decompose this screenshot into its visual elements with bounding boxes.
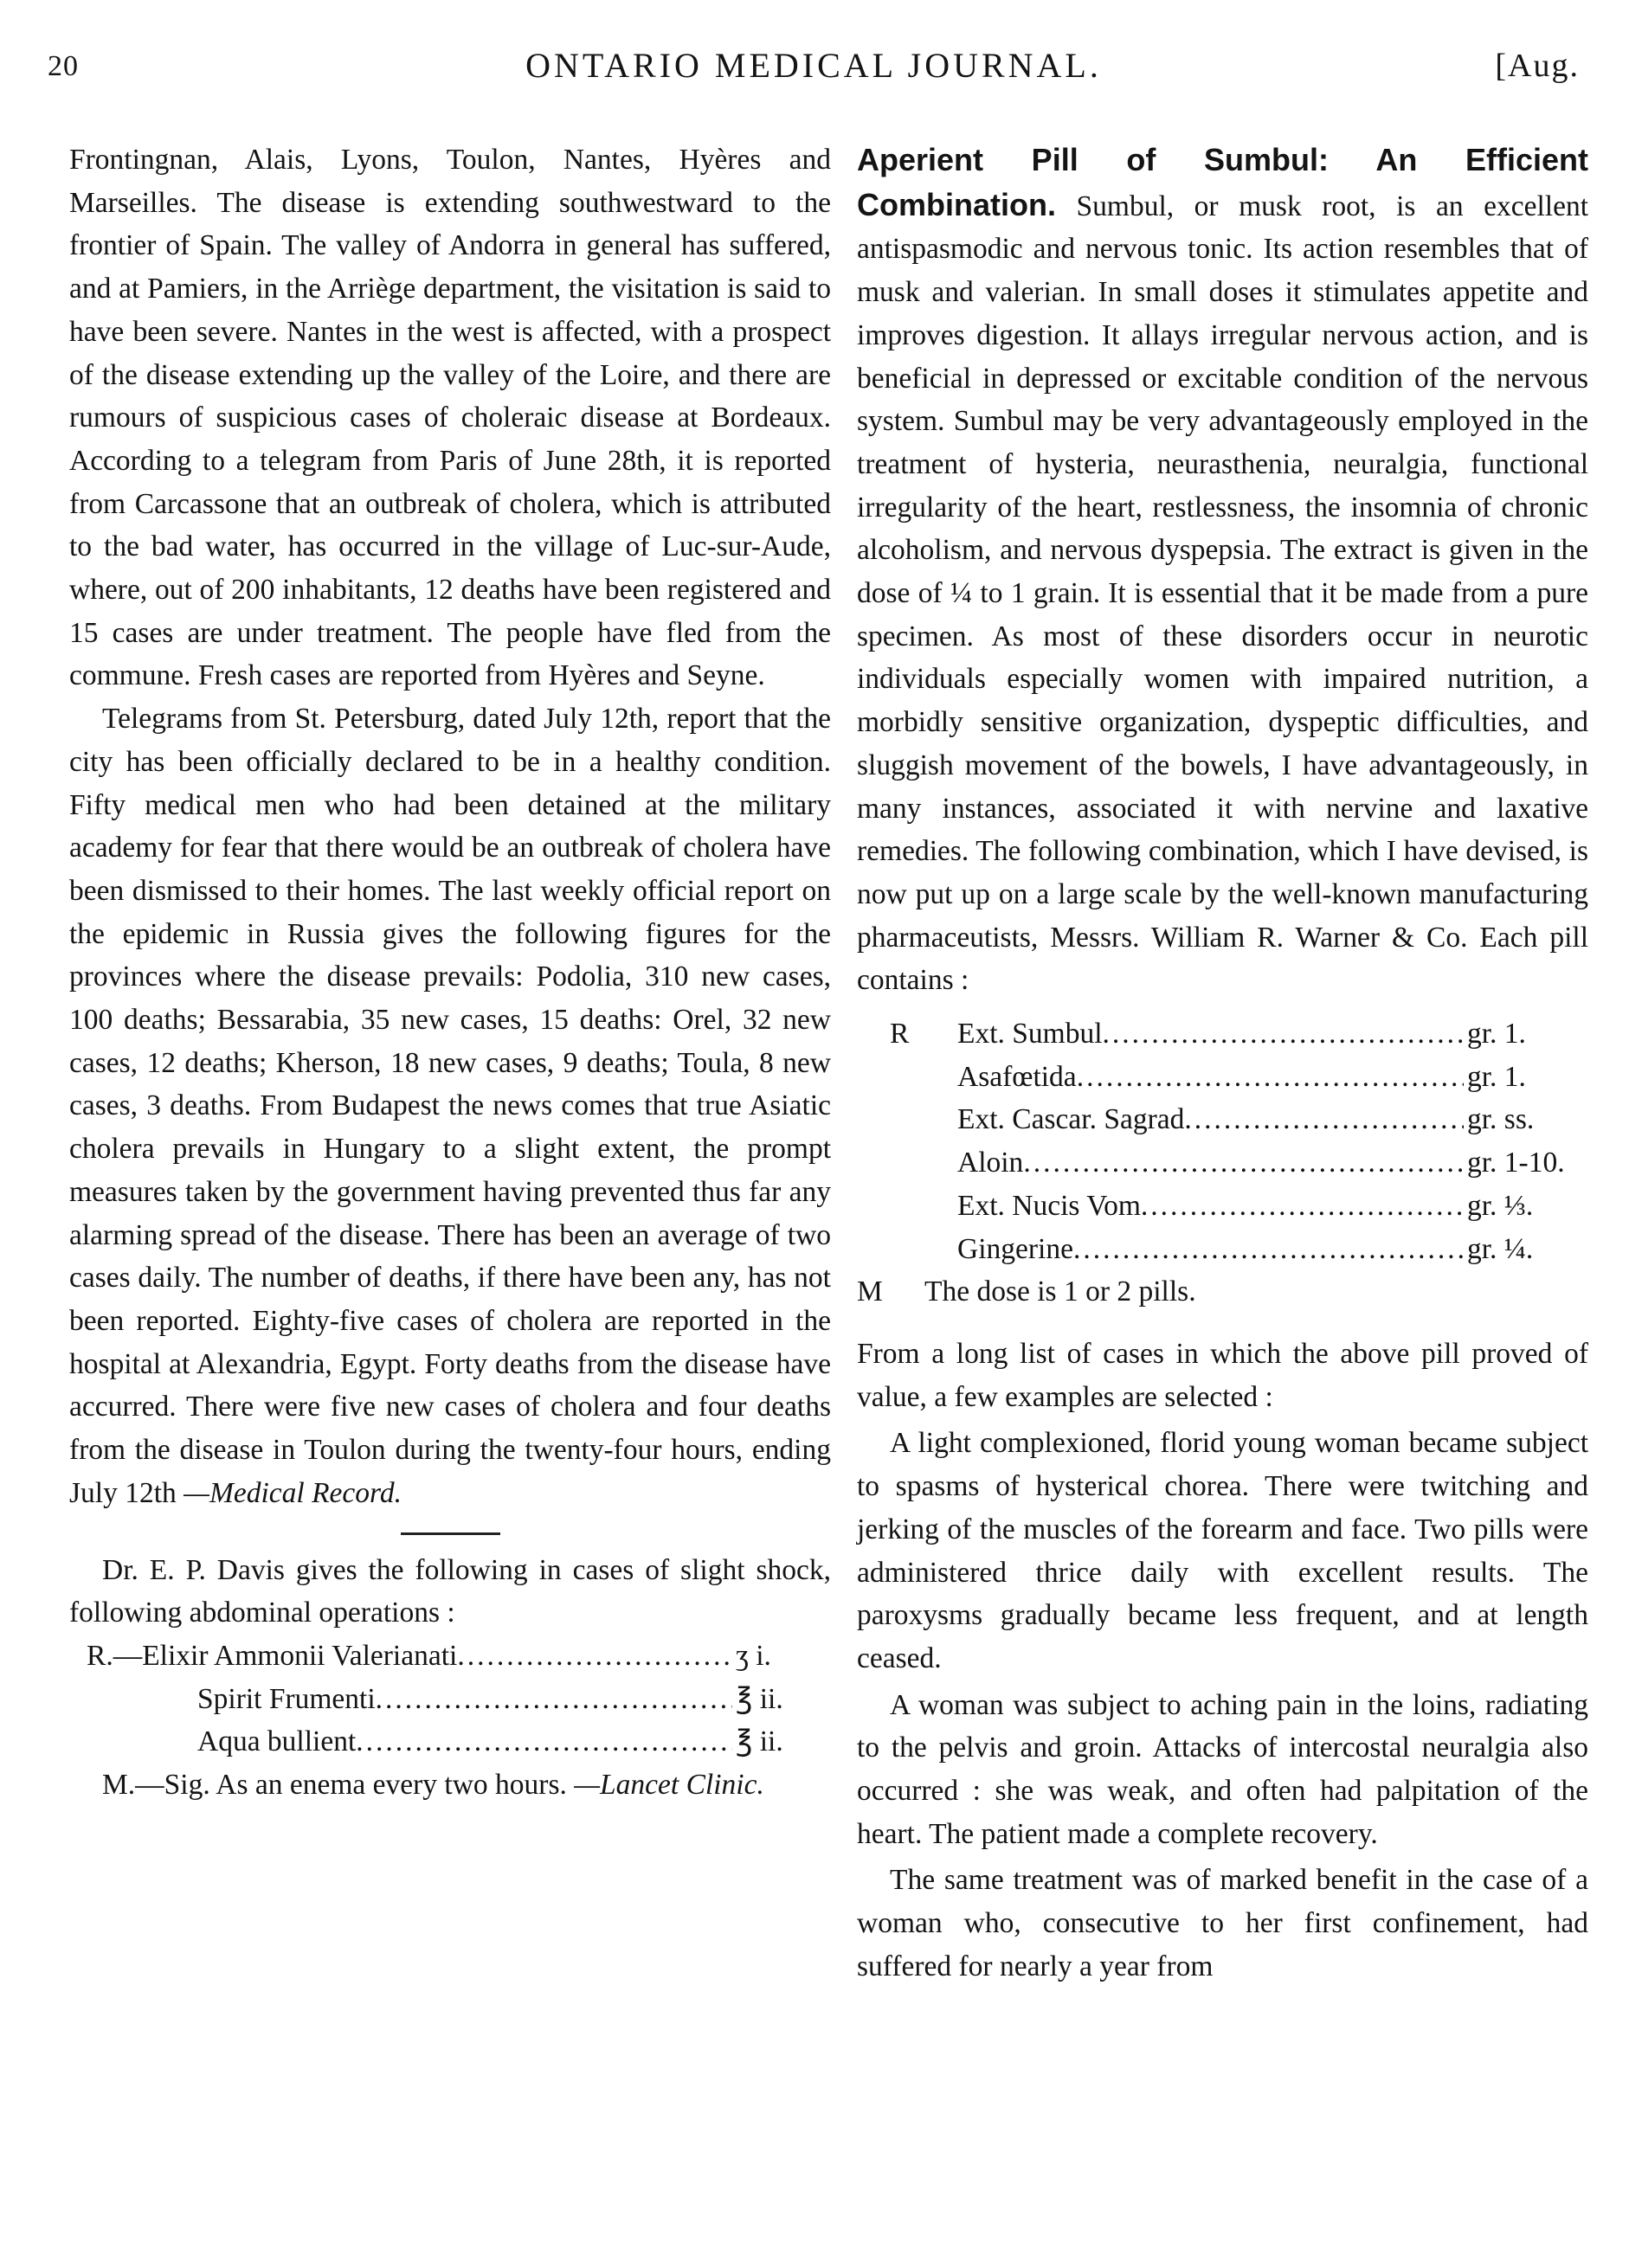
rx-item (857, 1098, 1588, 1141)
rx-item-qty: gr. 1. (1467, 1060, 1526, 1093)
rx-item (857, 1228, 1588, 1271)
rx-item-qty: gr. 1-10. (1467, 1147, 1565, 1179)
rx-item-qty: gr. ¼. (1467, 1232, 1534, 1265)
journal-title: ONTARIO MEDICAL JOURNAL. (525, 46, 1102, 85)
issue-month: [Aug. (1495, 48, 1580, 84)
page-header (48, 26, 1580, 87)
rx-item (857, 1012, 1588, 1056)
right-column (857, 138, 1588, 1989)
left-column (69, 138, 831, 1807)
rx-item-name: Asafœtida (957, 1060, 1077, 1093)
rx-item-name: Gingerine (957, 1232, 1073, 1265)
dose-text: The dose is 1 or 2 pills. (924, 1275, 1196, 1308)
rx-item-name: Ext. Cascar. Sagrad (957, 1103, 1185, 1136)
dose-line (857, 1270, 1588, 1314)
sumbul-paragraph (857, 138, 1588, 1002)
source-lancet-clinic: —Lancet Clinic. (574, 1769, 764, 1802)
rx-item-qty: gr. ss. (1467, 1103, 1535, 1136)
rx-item (857, 1185, 1588, 1228)
davis-intro: Dr. E. P. Davis gives the following in cases of slight shock, following abdominal operations : (69, 1553, 831, 1629)
rx-item-qty: ʒ i. (736, 1639, 771, 1672)
rx-item-qty: ℥ ii. (736, 1682, 783, 1715)
rx-item (69, 1720, 831, 1764)
source-medical-record: —Medical Record. (184, 1476, 402, 1509)
rx-item (857, 1141, 1588, 1185)
article-heading: Aperient Pill of Sumbul: An Efficient Combination. (857, 142, 1588, 222)
cholera-france-paragraph: Frontingnan, Alais, Lyons, Toulon, Nantes, Hyères and Marseilles. The disease is extending southwestward to the frontier of Spain. The valley of Andorra in general has suffered, and at Pamiers, in the Arriège department, the visitation is said to have been severe. Nantes in the west is affected, with a prospect of the disease extending up the valley of the Loire, and there are rumours of suspicious cases of choleraic disease at Bordeaux. According to a telegram from Paris of June 28th, it is reported from Carcassone that an outbreak of cholera, which is attributed to the bad water, has occurred in the village of Luc-sur-Aude, where, out of 200 inhabitants, 12 deaths have been registered and 15 cases are under treatment. The people have fled from the commune. Fresh cases are reported from Hyères and Seyne. (69, 144, 831, 692)
sig-text: M.—Sig. As an enema every two hours. (102, 1769, 567, 1802)
sig-line (69, 1764, 831, 1807)
rx-item-name: Ext. Sumbul (957, 1018, 1103, 1050)
section-divider (401, 1532, 500, 1535)
case-confinement: The same treatment was of marked benefit in the case of a woman who, consecutive to her first confinement, had suffered for nearly a year from (857, 1864, 1588, 1982)
rx-item-qty: gr. 1. (1467, 1018, 1526, 1050)
rx-item-name: Spirit Frumenti (197, 1682, 376, 1715)
rx-item (69, 1635, 831, 1678)
rx-item-name: R.—Elixir Ammonii Valerianati (87, 1639, 458, 1672)
rx-item (857, 1056, 1588, 1099)
sumbul-text: Sumbul, or musk root, is an excellent antispasmodic and nervous tonic. Its action resembles that of musk and valerian. In small doses it stimulates appetite and improves digestion. It allays irregular nervous action, and is beneficial in depressed or excitable condition of the nervous system. Sumbul may be very advantageously employed in the treatment of hysteria, neurasthenia, neuralgia, functional irregularity of the heart, restlessness, the insomnia of chronic alcoholism, and nervous dyspepsia. The extract is given in the dose of ¼ to 1 grain. It is essential that it be made from a pure specimen. As most of these disorders occur in neurotic individuals especially women with impaired nutrition, a morbidly sensitive organization, dyspeptic difficulties, and sluggish movement of the bowels, I have advantageously, in many instances, associated it with nervine and laxative remedies. The following combination, which I have devised, is now put up on a large scale by the well-known manufacturing pharmaceutists, Messrs. William R. Warner & Co. Each pill contains : (857, 190, 1588, 997)
recipe-symbol: R (890, 1018, 910, 1050)
misce-symbol: M (857, 1275, 883, 1308)
rx-item-qty: ℥ ii. (736, 1725, 783, 1758)
cholera-russia-text: Telegrams from St. Petersburg, dated July 12th, report that the city has been officially declared to be in a healthy condition. Fifty medical men who had been detained at the military academy for fear that there would be an outbreak of cholera have been dismissed to their homes. The last weekly official report on the epidemic in Russia gives the following figures for the provinces where the disease prevails: Podolia, 310 new cases, 100 deaths; Bessarabia, 35 new cases, 15 deaths: Orel, 32 new cases, 12 deaths; Kherson, 18 new cases, 9 deaths; Toula, 8 new cases, 3 deaths. From Budapest the news comes that true Asiatic cholera prevails in Hungary to a slight extent, the prompt measures taken by the government having prevented thus far any alarming spread of the disease. There has been an average of two cases daily. The number of deaths, if there have been any, has not been reported. Eighty-five cases of cholera are reported in the hospital at Alexandria, Egypt. Forty deaths from the disease have accurred. There were five new cases of cholera and four deaths from the disease in Toulon during the twenty-four hours, ending July 12th (69, 703, 831, 1509)
prescription-shock (69, 1635, 831, 1764)
rx-item-name: Aqua bullient (197, 1725, 357, 1758)
case-chorea: A light complexioned, florid young woman became subject to spasms of hysterical chorea. There were twitching and jerking of the muscles of the forearm and face. Two pills were administered thrice daily with excellent results. The paroxysms gradually became less frequent, and at length ceased. (857, 1427, 1588, 1674)
page-number: 20 (48, 50, 79, 82)
cholera-russia-paragraph (69, 697, 831, 1514)
rx-item-name: Ext. Nucis Vom (957, 1189, 1141, 1222)
rx-item-name: Aloin (957, 1147, 1024, 1179)
case-neuralgia: A woman was subject to aching pain in the loins, radiating to the pelvis and groin. Attacks of intercostal neuralgia also occurred : she was weak, and often had palpitation of the heart. The patient made a complete recovery. (857, 1688, 1588, 1850)
prescription-sumbul (857, 1012, 1588, 1314)
cases-intro: From a long list of cases in which the above pill proved of value, a few examples are selected : (857, 1337, 1588, 1413)
rx-item (69, 1678, 831, 1721)
rx-item-qty: gr. ⅓. (1467, 1189, 1534, 1222)
